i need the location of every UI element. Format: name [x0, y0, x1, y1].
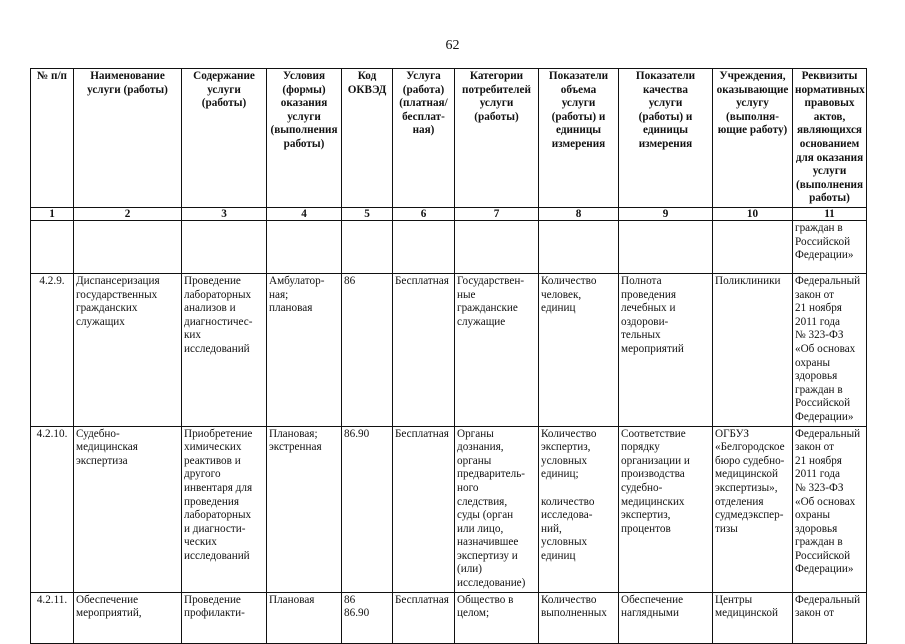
header-paid-free: Услуга (работа) (платная/ бесплат- ная) [393, 69, 455, 208]
cell-institutions: Поликлиники [713, 274, 793, 427]
cell-okved-code: 86.90 [342, 426, 393, 592]
column-number: 7 [455, 208, 539, 221]
header-legal-acts: Реквизиты нормативных правовых актов, являющихся основанием для оказания услуги (выполнения работы) [793, 69, 867, 208]
cell-volume-indicators: Количество выполненных [539, 592, 619, 643]
column-number: 11 [793, 208, 867, 221]
cell-consumer-categories [455, 221, 539, 274]
cell-legal-acts: Федеральный закон от 21 ноября 2011 года № 323-ФЗ «Об основах охраны здоровья граждан в Российской Федерации» [793, 274, 867, 427]
header-okved-code: Код ОКВЭД [342, 69, 393, 208]
cell-number: 4.2.9. [31, 274, 74, 427]
column-number: 9 [619, 208, 713, 221]
cell-volume-indicators: Количество человек, единиц [539, 274, 619, 427]
cell-consumer-categories: Общество в целом; [455, 592, 539, 643]
column-number: 1 [31, 208, 74, 221]
cell-paid-free [393, 221, 455, 274]
cell-consumer-categories: Органы дознания, органы предваритель- ного следствия, суды (орган или лицо, назначившее экспертизу и (или) исследование) [455, 426, 539, 592]
cell-okved-code: 86 86.90 [342, 592, 393, 643]
cell-service-content [182, 221, 267, 274]
cell-service-content: Проведение лабораторных анализов и диагностичес- ких исследований [182, 274, 267, 427]
header-quality-indicators: Показатели качества услуги (работы) и единицы измерения [619, 69, 713, 208]
cell-volume-indicators [539, 221, 619, 274]
cell-legal-acts: Федеральный закон от [793, 592, 867, 643]
cell-service-name: Судебно- медицинская экспертиза [74, 426, 182, 592]
page-number: 62 [445, 38, 460, 53]
column-number: 6 [393, 208, 455, 221]
header-institutions: Учреждения, оказывающие услугу (выполня- ющие работу) [713, 69, 793, 208]
cell-number [31, 221, 74, 274]
cell-paid-free: Бесплатная [393, 426, 455, 592]
column-number: 2 [74, 208, 182, 221]
cell-consumer-categories: Государствен- ные гражданские служащие [455, 274, 539, 427]
table-row-4-2-11 [31, 592, 867, 643]
column-number: 3 [182, 208, 267, 221]
cell-number: 4.2.10. [31, 426, 74, 592]
header-service-content: Содержание услуги (работы) [182, 69, 267, 208]
header-consumer-categories: Категории потребителей услуги (работы) [455, 69, 539, 208]
header-row [31, 69, 867, 208]
column-number-row [31, 208, 867, 221]
table-row-continuation [31, 221, 867, 274]
services-registry-table [30, 68, 867, 644]
cell-volume-indicators: Количество экспертиз, условных единиц; количество исследова- ний, условных единиц [539, 426, 619, 592]
cell-quality-indicators: Полнота проведения лечебных и оздорови- тельных мероприятий [619, 274, 713, 427]
cell-service-name: Диспансеризация государственных гражданских служащих [74, 274, 182, 427]
table-row-4-2-10 [31, 426, 867, 592]
cell-okved-code [342, 221, 393, 274]
cell-quality-indicators: Обеспечение наглядными [619, 592, 713, 643]
cell-conditions: Амбулатор- ная; плановая [267, 274, 342, 427]
column-number: 5 [342, 208, 393, 221]
cell-conditions [267, 221, 342, 274]
header-service-name: Наименование услуги (работы) [74, 69, 182, 208]
cell-institutions: ОГБУЗ «Белгородское бюро судебно- медицинской экспертизы», отделения судмедэкспер- тизы [713, 426, 793, 592]
cell-service-content: Приобретение химических реактивов и другого инвентаря для проведения лабораторных и диагности- ческих исследований [182, 426, 267, 592]
header-conditions: Условия (формы) оказания услуги (выполнения работы) [267, 69, 342, 208]
cell-legal-acts: Федеральный закон от 21 ноября 2011 года № 323-ФЗ «Об основах охраны здоровья граждан в Российской Федерации» [793, 426, 867, 592]
cell-institutions [713, 221, 793, 274]
header-volume-indicators: Показатели объема услуги (работы) и единицы измерения [539, 69, 619, 208]
cell-okved-code: 86 [342, 274, 393, 427]
cell-service-name: Обеспечение мероприятий, [74, 592, 182, 643]
cell-institutions: Центры медицинской [713, 592, 793, 643]
table-row-4-2-9 [31, 274, 867, 427]
cell-quality-indicators [619, 221, 713, 274]
cell-number: 4.2.11. [31, 592, 74, 643]
cell-service-content: Проведение профилакти- [182, 592, 267, 643]
column-number: 10 [713, 208, 793, 221]
cell-conditions: Плановая [267, 592, 342, 643]
cell-paid-free: Бесплатная [393, 592, 455, 643]
cell-quality-indicators: Соответствие порядку организации и производства судебно- медицинских экспертиз, процентов [619, 426, 713, 592]
column-number: 4 [267, 208, 342, 221]
cell-paid-free: Бесплатная [393, 274, 455, 427]
header-number: № п/п [31, 69, 74, 208]
column-number: 8 [539, 208, 619, 221]
cell-conditions: Плановая; экстренная [267, 426, 342, 592]
cell-legal-acts: граждан в Российской Федерации» [793, 221, 867, 274]
cell-service-name [74, 221, 182, 274]
